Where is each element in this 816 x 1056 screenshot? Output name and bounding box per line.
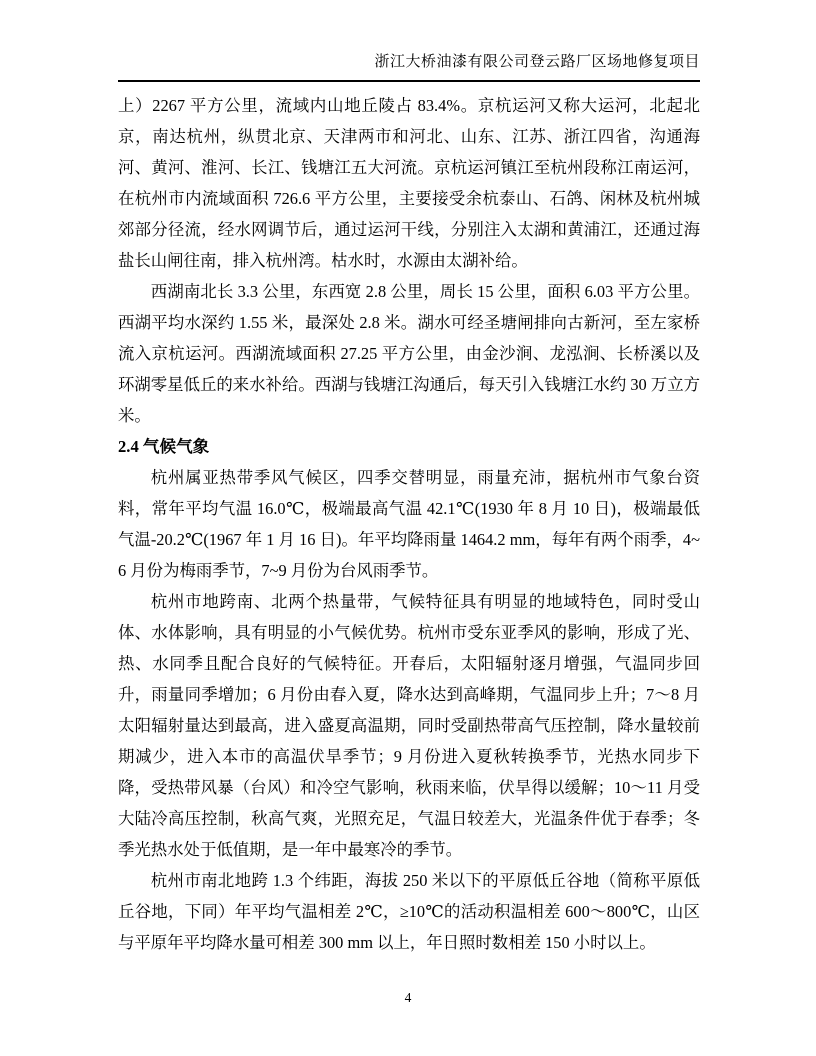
paragraph-climate-overview: 杭州属亚热带季风气候区，四季交替明显，雨量充沛，据杭州市气象台资料，常年平均气温 16.0℃，极端最高气温 42.1℃(1930 年 8 月 10 日)，极端最低气温-20.2℃(1967 年 1 月 16 日)。年平均降雨量 1464.2 mm，每年有两个雨季，4~6 月份为梅雨季节，7~9 月份为台风雨季节。 [118, 468, 700, 580]
paragraph-river-basin-continuation: 上）2267 平方公里，流域内山地丘陵占 83.4%。京杭运河又称大运河，北起北京，南达杭州，纵贯北京、天津两市和河北、山东、江苏、浙江四省，沟通海河、黄河、淮河、长江、钱塘江五大河流。京杭运河镇江至杭州段称江南运河，在杭州市内流域面积 726.6 平方公里，主要接受余杭泰山、石鸽、闲林及杭州城郊部分径流，经水网调节后，通过运河干线，分别注入太湖和黄浦江，还通过海盐长山闸往南，排入杭州湾。枯水时，水源由太湖补给。 [118, 96, 700, 270]
page-header [118, 50, 700, 82]
paragraph-seasonal-characteristics: 杭州市地跨南、北两个热量带，气候特征具有明显的地域特色，同时受山体、水体影响，具有明显的小气候优势。杭州市受东亚季风的影响，形成了光、热、水同季且配合良好的气候特征。开春后，太阳辐射逐月增强，气温同步回升，雨量同季增加；6 月份由春入夏，降水达到高峰期，气温同步上升；7～8 月太阳辐射量达到最高，进入盛夏高温期，同时受副热带高气压控制，降水量较前期减少，进入本市的高温伏旱季节；9 月份进入夏秋转换季节，光热水同步下降，受热带风暴（台风）和冷空气影响，秋雨来临，伏旱得以缓解；10～11 月受大陆冷高压控制，秋高气爽，光照充足，气温日较差大，光温条件优于春季；冬季光热水处于低值期，是一年中最寒冷的季节。 [118, 592, 700, 859]
page-number: 4 [404, 990, 412, 1005]
paragraph-west-lake: 西湖南北长 3.3 公里，东西宽 2.8 公里，周长 15 公里，面积 6.03 平方公里。西湖平均水深约 1.55 米，最深处 2.8 米。湖水可经圣塘闸排向古新河，至左家桥流入京杭运河。西湖流域面积 27.25 平方公里，由金沙涧、龙泓涧、长桥溪以及环湖零星低丘的来水补给。西湖与钱塘江沟通后，每天引入钱塘江水约 30 万立方米。 [118, 282, 700, 425]
document-body [118, 90, 700, 958]
section-heading-climate: 2.4 气候气象 [118, 437, 210, 456]
header-title: 浙江大桥油漆有限公司登云路厂区场地修复项目 [374, 54, 700, 70]
paragraph-regional-variation: 杭州市南北地跨 1.3 个纬距，海拔 250 米以下的平原低丘谷地（简称平原低丘谷地，下同）年平均气温相差 2℃，≥10℃的活动积温相差 600～800℃，山区与平原年平均降水量可相差 300 mm 以上，年日照时数相差 150 小时以上。 [118, 871, 700, 952]
page-footer [0, 990, 816, 1006]
